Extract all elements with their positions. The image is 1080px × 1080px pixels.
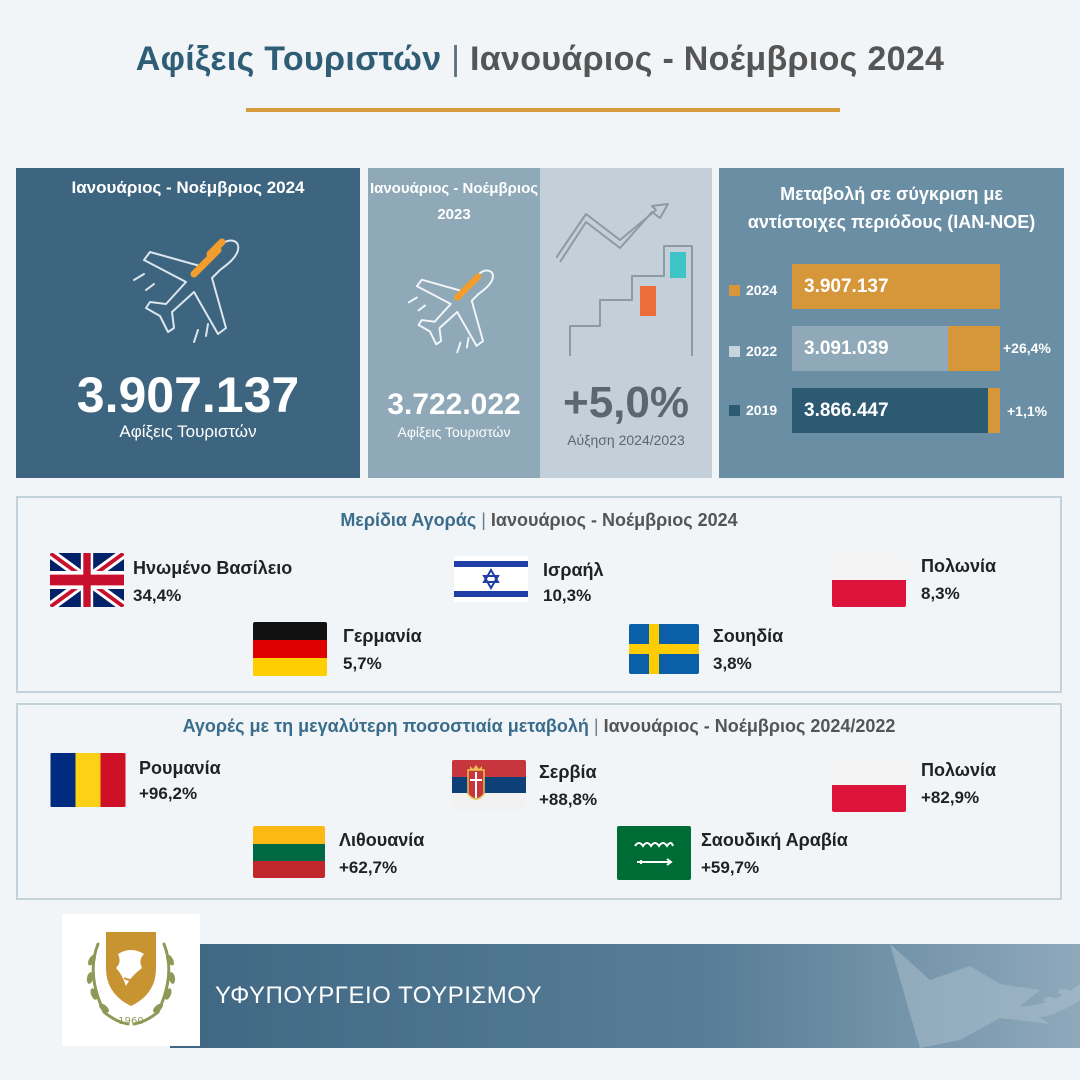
ministry-name: ΥΦΥΠΟΥΡΓΕΙΟ ΤΟΥΡΙΣΜΟΥ (215, 982, 543, 1009)
country-name-serbia: Σερβία (539, 762, 597, 782)
growth-label: Αύξηση 2024/2023 (567, 432, 685, 448)
airplane-icon (404, 262, 504, 362)
airplane-icon (128, 230, 252, 354)
flag-lithuania-icon (253, 826, 325, 878)
year-label-2019: 2019 (729, 402, 777, 418)
growth-chart-icon (556, 196, 700, 356)
flag-serbia-icon (452, 760, 526, 810)
country-value-poland-2: +82,9% (921, 788, 980, 807)
flag-germany-icon (253, 622, 327, 676)
comparison-title (719, 180, 1064, 236)
country-value-serbia: +88,8% (539, 790, 598, 809)
country-name-romania: Ρουμανία (139, 758, 221, 778)
change-2019: +1,1% (1007, 403, 1048, 419)
comparison-title-line2: αντίστοιχες περιόδους (ΙΑΝ-ΝΟΕ) (747, 212, 1036, 232)
year-label-2024: 2024 (729, 282, 777, 298)
country-name-poland-2: Πολωνία (921, 760, 997, 780)
country-value-romania: +96,2% (139, 784, 198, 803)
country-name-germany: Γερμανία (343, 626, 422, 646)
flag-poland-icon (832, 553, 906, 607)
bar-2024 (792, 264, 1000, 309)
growth-value: +5,0% (563, 378, 689, 427)
country-name-uk: Ηνωμένο Βασίλειο (133, 558, 293, 578)
country-value-lithuania: +62,7% (339, 858, 398, 877)
title-underline (246, 108, 840, 112)
country-name-saudi-arabia: Σαουδική Αραβία (701, 830, 848, 850)
change-2022: +26,4% (1003, 340, 1051, 356)
country-name-poland: Πολωνία (921, 556, 997, 576)
flag-romania-icon (50, 753, 126, 807)
kpi-2023-label: Αφίξεις Τουριστών (397, 424, 511, 440)
dove-icon (850, 944, 1080, 1048)
country-value-uk: 34,4% (133, 586, 182, 605)
flag-saudi-arabia-icon (617, 826, 691, 880)
title-main: Αφίξεις Τουριστών (135, 40, 442, 78)
bar-2022 (792, 326, 948, 371)
country-value-sweden: 3,8% (713, 654, 752, 673)
flag-poland-icon (832, 758, 906, 812)
country-name-sweden: Σουηδία (713, 626, 784, 646)
comparison-title-line1: Μεταβολή σε σύγκριση με (780, 184, 1003, 204)
country-name-lithuania: Λιθουανία (339, 830, 425, 850)
flag-uk-icon (50, 553, 124, 607)
title-period: Ιανουάριος - Νοέμβριος 2024 (470, 40, 945, 78)
top-change-title: Αγορές με τη μεγαλύτερη ποσοστιαία μεταβολή | Ιανουάριος - Νοέμβριος 2024/2022 (182, 716, 896, 736)
cyprus-coat-of-arms-icon (76, 924, 186, 1036)
country-value-saudi-arabia: +59,7% (701, 858, 760, 877)
country-value-germany: 5,7% (343, 654, 382, 673)
flag-israel-icon (454, 556, 528, 602)
country-value-poland: 8,3% (921, 584, 960, 603)
flag-sweden-icon (629, 624, 699, 674)
market-share-title: Μερίδια Αγοράς | Ιανουάριος - Νοέμβριος 2024 (340, 510, 738, 530)
kpi-2023-title: Ιανουάριος - Νοέμβριος 2023 (369, 180, 539, 223)
kpi-2024-value: 3.907.137 (76, 367, 300, 423)
title-separator: | (451, 40, 461, 78)
country-value-israel: 10,3% (543, 586, 592, 605)
bar-value-2019: 3.866.447 (804, 400, 889, 421)
bar-value-2024: 3.907.137 (804, 276, 889, 297)
kpi-2024-label: Αφίξεις Τουριστών (119, 422, 257, 441)
page-title (0, 40, 1080, 79)
kpi-2024-title: Ιανουάριος - Νοέμβριος 2024 (71, 178, 305, 197)
svg-text:1960: 1960 (118, 1016, 144, 1027)
year-label-2022: 2022 (729, 343, 777, 359)
kpi-2023-value: 3.722.022 (387, 388, 521, 421)
bar-value-2022: 3.091.039 (804, 338, 889, 359)
country-name-israel: Ισραήλ (543, 560, 604, 580)
bar-2019 (792, 388, 988, 433)
